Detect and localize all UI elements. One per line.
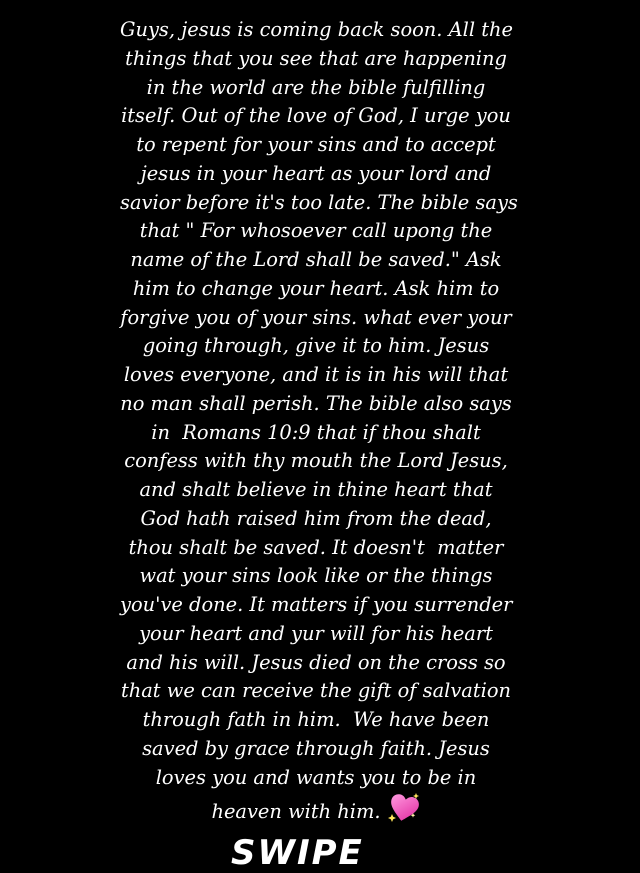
message-line: that " For whosoever call upong the [139, 219, 493, 243]
message-line: confess with thy mouth the Lord Jesus, [124, 449, 508, 473]
message-line: in the world are the bible fulfilling [146, 75, 486, 99]
message-line: Guys, jesus is coming back soon. All the [120, 18, 513, 41]
message-line: itself. Out of the love of God, I urge you [121, 104, 511, 128]
message-line: no man shall perish. The bible also says [120, 391, 512, 415]
message-line: things that you see that are happening [125, 46, 507, 70]
message-line: you've done. It matters if you surrender [120, 593, 513, 616]
message-line: loves you and wants you to be in [155, 765, 477, 789]
message-line: through fath in him. We have been [142, 708, 490, 731]
message-line: saved by grace through faith. Jesus [142, 736, 490, 760]
message-line: heaven with him. [211, 800, 381, 824]
swipe-label: SWIPE [231, 833, 364, 873]
message-line: God hath raised him from the dead, [140, 506, 492, 530]
message-line: and his will. Jesus died on the cross so [126, 650, 506, 674]
message-line: jesus in your heart as your lord and [140, 161, 492, 185]
message-line: to repent for your sins and to accept [136, 133, 496, 156]
message-line: name of the Lord shall be saved." Ask [130, 248, 502, 271]
message-line: loves everyone, and it is in his will that [123, 363, 509, 386]
message-line: forgive you of your sins. what ever your [120, 305, 512, 329]
message-line: him to change your heart. Ask him to [132, 276, 500, 300]
message-line: that we can receive the gift of salvation [120, 679, 512, 703]
message-line: savior before it's too late. The bible says [120, 190, 518, 214]
post-message [120, 16, 518, 833]
message-line: in Romans 10:9 that if thou shalt [151, 420, 481, 444]
message-line: wat your sins look like or the things [139, 564, 493, 588]
message-line: your heart and yur will for his heart [139, 621, 493, 645]
message-line: going through, give it to him. Jesus [142, 334, 490, 358]
message-line: and shalt believe in thine heart that [139, 478, 493, 501]
message-line: thou shalt be saved. It doesn't matter [128, 535, 504, 559]
sparkling-heart-icon [387, 792, 421, 833]
